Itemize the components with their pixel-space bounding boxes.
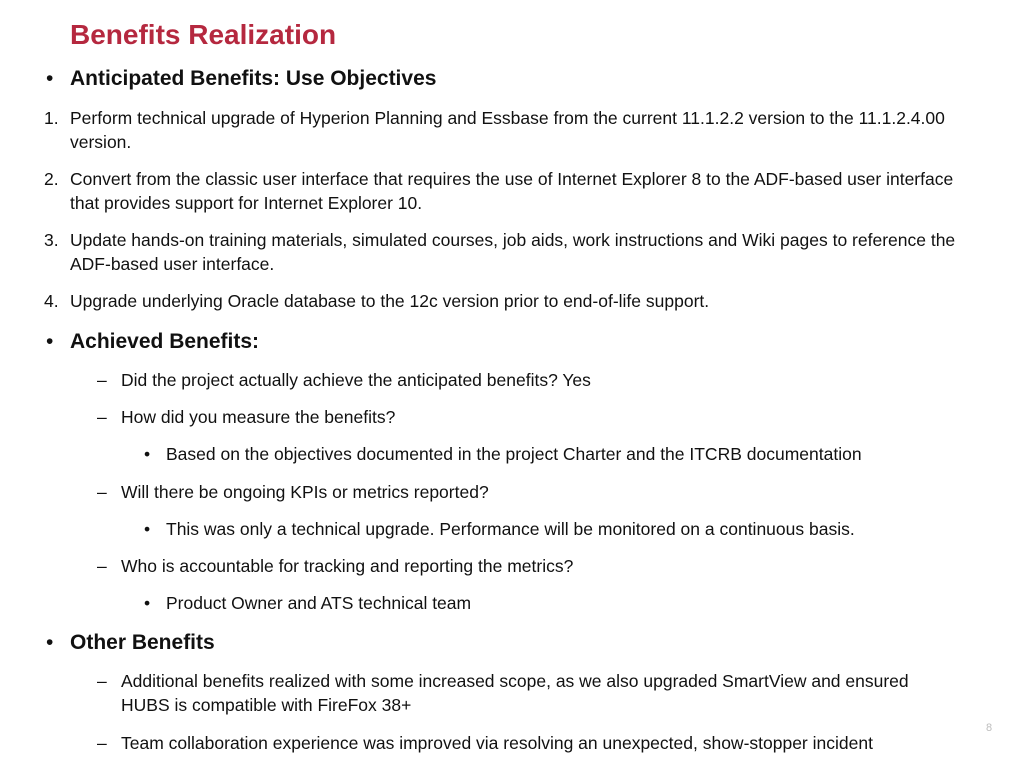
dash: – bbox=[97, 482, 107, 502]
item-text: Convert from the classic user interface that requires the use of Internet Explorer 8 to the ADF-based user interface that provides support for Internet Explorer 10. bbox=[70, 169, 954, 213]
answer-measure bbox=[144, 442, 862, 466]
other-benefits-heading bbox=[46, 630, 215, 656]
heading-text: Achieved Benefits: bbox=[70, 330, 260, 353]
answer-kpis bbox=[144, 517, 855, 541]
item-text: Perform technical upgrade of Hyperion Planning and Essbase from the current 11.1.2.2 version to the 11.1.2.4.00 version. bbox=[70, 108, 945, 152]
item-text: How did you measure the benefits? bbox=[121, 407, 396, 427]
item-text: Based on the objectives documented in the project Charter and the ITCRB documentation bbox=[166, 444, 862, 464]
answer-accountable bbox=[144, 591, 472, 615]
item-number: 3. bbox=[44, 230, 59, 250]
heading-text: Other Benefits bbox=[70, 631, 215, 654]
item-text: Will there be ongoing KPIs or metrics reported? bbox=[121, 482, 489, 502]
question-measure bbox=[97, 405, 1001, 429]
question-kpis bbox=[97, 480, 1001, 504]
bullet: • bbox=[144, 444, 151, 464]
item-text: Team collaboration experience was improved via resolving an unexpected, show-stopper incident bbox=[121, 733, 873, 753]
bullet: • bbox=[46, 67, 54, 90]
achieved-benefits-heading bbox=[46, 329, 260, 355]
dash: – bbox=[97, 671, 107, 691]
anticipated-benefits-heading bbox=[46, 66, 437, 92]
item-number: 2. bbox=[44, 169, 59, 189]
item-text: Update hands-on training materials, simulated courses, job aids, work instructions and Wiki pages to reference the ADF-based user interface. bbox=[70, 230, 956, 274]
objective-item-2 bbox=[44, 167, 980, 215]
dash: – bbox=[97, 370, 107, 390]
question-achieve bbox=[97, 368, 1001, 392]
objective-item-1 bbox=[44, 106, 980, 154]
item-text: Additional benefits realized with some increased scope, as we also upgraded SmartView and ensured HUBS is compatible with FireFox 38+ bbox=[121, 671, 909, 715]
dash: – bbox=[97, 733, 107, 753]
other-benefit-item-2 bbox=[97, 731, 1001, 755]
other-benefit-item-1 bbox=[97, 669, 961, 717]
item-number: 4. bbox=[44, 291, 59, 311]
heading-text: Anticipated Benefits: Use Objectives bbox=[70, 67, 437, 90]
item-number: 1. bbox=[44, 108, 59, 128]
bullet: • bbox=[144, 593, 151, 613]
item-text: Product Owner and ATS technical team bbox=[166, 593, 472, 613]
question-accountable bbox=[97, 554, 1001, 578]
item-text: Who is accountable for tracking and reporting the metrics? bbox=[121, 556, 574, 576]
page-number: 8 bbox=[986, 722, 993, 734]
bullet: • bbox=[46, 330, 54, 353]
objective-item-4 bbox=[44, 289, 980, 313]
bullet: • bbox=[46, 631, 54, 654]
item-text: Upgrade underlying Oracle database to the 12c version prior to end-of-life support. bbox=[70, 291, 710, 311]
dash: – bbox=[97, 556, 107, 576]
slide-title: Benefits Realization bbox=[70, 19, 337, 50]
bullet: • bbox=[144, 519, 151, 539]
dash: – bbox=[97, 407, 107, 427]
objective-item-3 bbox=[44, 228, 980, 276]
item-text: Did the project actually achieve the anticipated benefits? Yes bbox=[121, 370, 591, 390]
item-text: This was only a technical upgrade. Performance will be monitored on a continuous basis. bbox=[166, 519, 855, 539]
